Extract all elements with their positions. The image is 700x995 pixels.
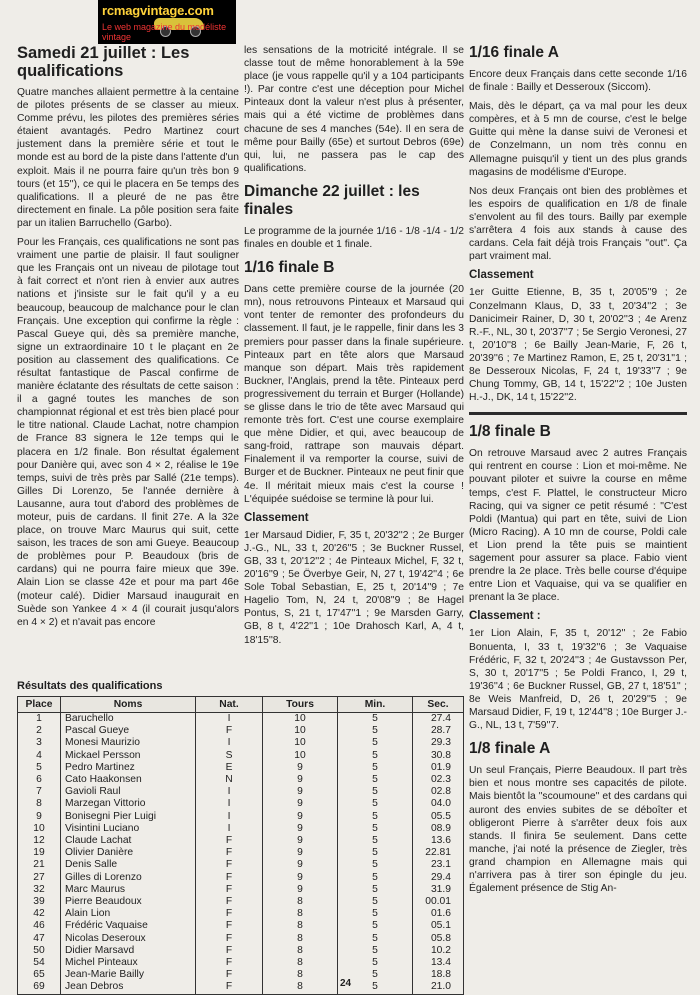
table-cell: 4	[18, 750, 61, 762]
table-cell: 39	[18, 896, 61, 908]
table-cell: 5	[338, 957, 413, 969]
subheading-16-finale-a: 1/16 finale A	[469, 44, 559, 61]
table-cell: 10	[263, 750, 338, 762]
table-cell: 27.4	[413, 713, 464, 726]
results-body	[18, 713, 464, 995]
table-cell: 23.1	[413, 859, 464, 871]
table-cell: 8	[263, 945, 338, 957]
table-row	[18, 737, 464, 749]
table-cell: 6	[18, 774, 61, 786]
table-cell: Marzegan Vittorio	[61, 798, 196, 810]
table-cell: I	[196, 798, 263, 810]
table-cell: 9	[263, 884, 338, 896]
table-cell: 50	[18, 945, 61, 957]
table-cell: 10	[263, 725, 338, 737]
col-header: Min.	[338, 697, 413, 713]
table-cell: Visintini Luciano	[61, 823, 196, 835]
table-cell: N	[196, 774, 263, 786]
paragraph: les sensations de la motricité intégrale. Il se classe tout de même honorablement à la 59e place (je vous rappelle qu'il y a 104 participants !). Par contre c'est une déception pour Michel Pinteaux dont la valeur n'est plus à présenter, mais qui a été victime de problèmes dans chacune de ses 4 manches (54e). Il en sera de même pour Bailly (65e) et surtout Debros (69e) qui, lui, ne passera pas le cap des qualifications.	[244, 45, 464, 174]
table-cell: 04.0	[413, 798, 464, 810]
col-header: Sec.	[413, 697, 464, 713]
table-cell: 5	[338, 750, 413, 762]
paragraph: Pour les Français, ces qualifications ne sont pas vraiment une partie de plaisir. Il faut souligner que les Français ont un niveau de pilotage tout à fait correct et n'ont rien à envier aux autres nations et j'insiste sur le fait qu'il y a eu beaucoup, beaucoup de malchance pour le clan Français. Une exception qui confirme la règle : Pascal Gueye qui, dès sa première manche, signe un extraordinaire 10 t le plaçant en 2e position au classement des qualifications. Ce résultat fantastique de Pascal confirme de manière éclatante des résultats de cette saison : il a gagné toutes les manches de son championnat régional et est très bien placé pour le titre national. Claude Lachat, notre champion de France 83 signera le 12e temps qui le placera en 1/2 finale. Bon résultat également pour Danière qui, avec son 4 × 2, réalise le 19e temps, suivi de très près par Sallé (21e temps). Gilles Di Lorenzo, 5e l'année dernière à Lausanne, aura tout d'abord des problèmes de moteur, puis de cardans. Il finit 27e. A la 32e place, on trouve Marc Maurus qui suit, cette saison, les traces de son ami Gueye. Beaucoup de problèmes pour P. Beaudoux (bris de cardans) qui ne pourra faire mieux que 39e. Alain Lion se classe 42e et pour ma part 46e (moteur calé). Didier Marsaud inaugurait en Suède son Yankee 4 × 4 (il courait jusqu'alors en 4 × 2) et n'avait pas encore	[17, 237, 239, 628]
column-3	[469, 44, 687, 901]
table-cell: F	[196, 872, 263, 884]
table-cell: Cato Haakonsen	[61, 774, 196, 786]
table-row	[18, 847, 464, 859]
table-cell: 5	[338, 933, 413, 945]
table-row	[18, 969, 464, 981]
paragraph: Un seul Français, Pierre Beaudoux. Il part très bien et nous montre ses capacités de pilote. Mais bientôt la "scoumoune" et des cardans qui auront des envies subites de se déboîter et obligeront Pierre à s'arrêter deux fois aux stands. Il finira 5e seulement. Dans cette manche, j'ai noté la présence de Ziegler, très grand champion en Allemagne mais qui n'arrivera pas à tirer son épingle du jeu. Également présence de Stig An-	[469, 765, 687, 895]
table-cell: 9	[263, 774, 338, 786]
table-cell: 3	[18, 737, 61, 749]
table-cell: 5	[338, 908, 413, 920]
table-cell: 9	[18, 811, 61, 823]
table-cell: Marc Maurus	[61, 884, 196, 896]
table-cell: Jean Debros	[61, 981, 196, 994]
table-cell: Baruchello	[61, 713, 196, 726]
table-cell: 8	[263, 969, 338, 981]
table-row	[18, 835, 464, 847]
subheading-8-finale-a: 1/8 finale A	[469, 740, 551, 758]
table-cell: 5	[338, 798, 413, 810]
col-header: Nat.	[196, 697, 263, 713]
table-row	[18, 981, 464, 994]
table-cell: 5	[338, 920, 413, 932]
table-cell: 10	[263, 713, 338, 726]
table-cell: Pascal Gueye	[61, 725, 196, 737]
table-cell: 5	[338, 969, 413, 981]
table-cell: Didier Marsavd	[61, 945, 196, 957]
classement-label: Classement	[469, 269, 534, 282]
table-row	[18, 798, 464, 810]
table-cell: Michel Pinteaux	[61, 957, 196, 969]
paragraph: Nos deux Français ont bien des problèmes et les espoirs de qualification en 1/8 de finale s'envolent au fil des tours. Bailly par exemple s'arrêtera 4 fois aux stands à cause des cardans. Cela fait déjà trois Français "out". Ça part vraiment mal.	[469, 185, 687, 263]
table-row	[18, 920, 464, 932]
table-cell: F	[196, 981, 263, 994]
table-cell: 65	[18, 969, 61, 981]
table-cell: Pierre Beaudoux	[61, 896, 196, 908]
table-cell: 05.1	[413, 920, 464, 932]
table-cell: 10	[263, 737, 338, 749]
table-cell: 31.9	[413, 884, 464, 896]
table-cell: F	[196, 920, 263, 932]
table-row	[18, 725, 464, 737]
table-cell: 5	[338, 872, 413, 884]
table-cell: 42	[18, 908, 61, 920]
table-cell: 13.6	[413, 835, 464, 847]
table-header-row	[18, 697, 464, 713]
table-cell: 32	[18, 884, 61, 896]
table-cell: I	[196, 823, 263, 835]
column-2	[244, 44, 464, 653]
table-cell: Nicolas Deseroux	[61, 933, 196, 945]
table-cell: Gilles di Lorenzo	[61, 872, 196, 884]
table-cell: 27	[18, 872, 61, 884]
table-cell: 8	[263, 920, 338, 932]
table-cell: 5	[338, 884, 413, 896]
table-row	[18, 859, 464, 871]
logo-title: rcmagvintage.com	[102, 3, 214, 18]
table-cell: I	[196, 811, 263, 823]
table-cell: 9	[263, 872, 338, 884]
table-cell: Mickael Persson	[61, 750, 196, 762]
table-cell: 01.6	[413, 908, 464, 920]
page-number: 24	[340, 978, 352, 989]
col-header: Tours	[263, 697, 338, 713]
table-cell: 30.8	[413, 750, 464, 762]
paragraph: Dans cette première course de la journée (20 mn), nous retrouvons Pinteaux et Marsaud qui vont tenter de remonter des profondeurs du classement. Il faut, je le rappelle, finir dans les 3 premiers pour passer dans la finale supérieure. Pinteaux part en tête alors que Marsaud manque son départ. Mais très rapidement Buckner, l'Anglais, prend la tête. Pinteaux perd progressivement du terrain et Burger (Hollande) se glisse dans le trio de tête avec Marsaud qui remonte très fort. C'est une course exemplaire que mène Didier, et qui, avec beaucoup de sang-froid, rattrape son mauvais départ. Finalement il va remporter la course, suivi de Burger et de Buckner. Pinteaux ne peut finir que 4e. Il méritait mieux mais c'est la course ! L'équipée suédoise se termine là pour lui.	[244, 284, 464, 505]
table-cell: Jean-Marie Bailly	[61, 969, 196, 981]
table-cell: F	[196, 725, 263, 737]
table-cell: F	[196, 933, 263, 945]
table-cell: 5	[338, 774, 413, 786]
table-row	[18, 957, 464, 969]
table-cell: 46	[18, 920, 61, 932]
classement-text: 1er Guitte Etienne, B, 35 t, 20'05''9 ; 2e Conzelmann Klaus, D, 33 t, 20'34''2 ; 3e Danicimeir Rainer, D, 30 t, 20'02''3 ; 4e Arenz R.-F., NL, 30 t, 20'37''7 ; 5e Sergio Veronesi, 27 t, 20'10''8 ; 6e Bailly Jean-Marie, F, 26 t, 20'39''6 ; 7e Martinez Ramon, E, 25 t, 20'31''1 ; 8e Desseroux Nicolas, F, 24 t, 19'33''7 ; 9e Chung Tommy, GB, 14 t, 15'22''2 ; 10e Justen H.-J., DK, 14 t, 15'22''2.	[469, 287, 687, 404]
table-cell: 5	[18, 762, 61, 774]
classement-text: 1er Marsaud Didier, F, 35 t, 20'32''2 ; 2e Burger J.-G., NL, 33 t, 20'26''5 ; 3e Buckner Russel, GB, 33 t, 20'12''2 ; 4e Pinteaux Michel, F, 32 t, 20'16''9 ; 5e Överbye Geir, N, 27 t, 19'42''4 ; 6e Sole Tobal Sebastian, E, 25 t, 20'14''9 ; 7e Hagelio Tom, N, 24 t, 20'08''9 ; 8e Hagel Pontus, S, 21 t, 17'47''1 ; 9e Marsden Garry, GB, 8 t, 4'22''1 ; 10e Drahosch Karl, A, 4 t, 18'15''8.	[244, 529, 464, 646]
table-cell: Claude Lachat	[61, 835, 196, 847]
table-cell: 9	[263, 811, 338, 823]
table-cell: 5	[338, 713, 413, 726]
table-cell: 13.4	[413, 957, 464, 969]
col-header: Place	[18, 697, 61, 713]
table-cell: Frédéric Vaquaise	[61, 920, 196, 932]
table-cell: F	[196, 945, 263, 957]
logo-tagline: Le web magazine du modéliste vintage	[102, 22, 227, 42]
results-title: Résultats des qualifications	[17, 680, 163, 692]
table-cell: 9	[263, 786, 338, 798]
table-cell: F	[196, 847, 263, 859]
table-cell: Monesi Maurizio	[61, 737, 196, 749]
table-cell: 2	[18, 725, 61, 737]
table-row	[18, 774, 464, 786]
results-table	[17, 696, 464, 995]
table-row	[18, 908, 464, 920]
table-cell: 8	[263, 957, 338, 969]
section-heading-finales: Dimanche 22 juillet : les finales	[244, 182, 420, 218]
table-cell: 8	[263, 896, 338, 908]
table-cell: 21.0	[413, 981, 464, 994]
subheading-16-finale-b: 1/16 finale B	[244, 259, 335, 277]
table-cell: F	[196, 957, 263, 969]
table-row	[18, 811, 464, 823]
table-row	[18, 933, 464, 945]
table-cell: 9	[263, 823, 338, 835]
table-cell: 8	[263, 933, 338, 945]
table-cell: 47	[18, 933, 61, 945]
table-cell: 7	[18, 786, 61, 798]
subheading-8-finale-b: 1/8 finale B	[469, 423, 551, 441]
table-cell: 22.81	[413, 847, 464, 859]
table-cell: 9	[263, 798, 338, 810]
col-header: Noms	[61, 697, 196, 713]
table-cell: 02.3	[413, 774, 464, 786]
table-cell: 5	[338, 811, 413, 823]
table-cell: 54	[18, 957, 61, 969]
table-cell: 5	[338, 896, 413, 908]
table-cell: Pedro Martinez	[61, 762, 196, 774]
table-row	[18, 762, 464, 774]
divider	[469, 412, 687, 415]
table-cell: 5	[338, 945, 413, 957]
table-cell: 02.8	[413, 786, 464, 798]
table-cell: 00.01	[413, 896, 464, 908]
column-1	[17, 44, 239, 635]
classement-text: 1er Lion Alain, F, 35 t, 20'12'' ; 2e Fabio Bonuenta, I, 33 t, 19'32''6 ; 3e Vaquaise Frédéric, F, 32 t, 20'24''3 ; 4e Gustavsson Per, S, 30 t, 20'17''5 ; 5e Poldi Franco, I, 29 t, 19'36''4 ; 6e Buckner Russel, GB, 27 t, 18'51'' ; 8e Weis Manfreid, D, 26 t, 20'29''5 ; 9e Marsaud Didier, F, 19 t, 12'44''8 ; 10e Burger J.-G., NL, 13 t, 7'59''7.	[469, 628, 687, 732]
table-cell: 5	[338, 859, 413, 871]
table-cell: Olivier Danière	[61, 847, 196, 859]
table-cell: 19	[18, 847, 61, 859]
table-cell: F	[196, 884, 263, 896]
table-cell: Gavioli Raul	[61, 786, 196, 798]
table-row	[18, 750, 464, 762]
table-cell: I	[196, 786, 263, 798]
table-row	[18, 884, 464, 896]
table-cell: F	[196, 835, 263, 847]
table-cell: 8	[263, 981, 338, 994]
table-cell: 5	[338, 823, 413, 835]
table-cell: F	[196, 896, 263, 908]
table-cell: F	[196, 969, 263, 981]
table-cell: 5	[338, 786, 413, 798]
table-cell: Bonisegni Pier Luigi	[61, 811, 196, 823]
table-cell: 5	[338, 737, 413, 749]
paragraph: Encore deux Français dans cette seconde 1/16 de finale : Bailly et Desseroux (Siccom).	[469, 69, 687, 94]
table-cell: F	[196, 908, 263, 920]
table-cell: 9	[263, 835, 338, 847]
table-cell: 5	[338, 847, 413, 859]
table-row	[18, 945, 464, 957]
table-cell: 05.8	[413, 933, 464, 945]
table-cell: F	[196, 859, 263, 871]
table-row	[18, 713, 464, 726]
site-logo	[98, 0, 236, 44]
results-table-block	[17, 680, 464, 995]
table-cell: S	[196, 750, 263, 762]
paragraph: On retrouve Marsaud avec 2 autres Français qui rentrent en course : Lion et moi-même. Ne pouvant piloter et suivre la course en même temps, c'est F. Plattel, le constructeur Micro Racing, qui va signer ce petit résumé : "C'est Poldi (Mantua) qui part en tête, suivi de Lion (Micro Racing). A 10 mn de course, Poldi cale et Lion prend la tête puis se maintient sagement pour assurer sa place. Fabio vient prendre la 2e place. Très belle course d'équipe entre Lion et Vaquaise, qui va se qualifier en prenant la 3e place.	[469, 448, 687, 604]
table-cell: 5	[338, 835, 413, 847]
table-cell: 18.8	[413, 969, 464, 981]
table-cell: 8	[18, 798, 61, 810]
table-row	[18, 823, 464, 835]
table-cell: 9	[263, 859, 338, 871]
table-cell: 01.9	[413, 762, 464, 774]
table-row	[18, 896, 464, 908]
table-cell: 8	[263, 908, 338, 920]
paragraph: Mais, dès le départ, ça va mal pour les deux compères, et à 5 mn de course, c'est le belge Guitte qui mène la danse suivi de Veronesi et de Conzelmann, un nom très connu en Allemagne puisqu'il y tient un des plus grands magasins de modélisme d'Europe.	[469, 101, 687, 178]
paragraph: Quatre manches allaient permettre à la centaine de pilotes présents de se classer au mieux. Comme prévu, les pilotes des premières séries étaient avantagés. Pedro Martinez court justement dans la première série et tout le monde est au bord de la piste dans l'attente d'un exploit. Mais il ne pourra faire qu'un très bon 9 tours (et 15''), ce qui le placera en 5e temps des qualifications. Il a pleuré de ne pas être directement en finale. La pôle position sera faite par un italien Barruchello (Garbo).	[17, 87, 239, 229]
section-heading-qualifications: Samedi 21 juillet : Les qualifications	[17, 44, 190, 80]
table-cell: Alain Lion	[61, 908, 196, 920]
table-cell: 10	[18, 823, 61, 835]
table-cell: 05.5	[413, 811, 464, 823]
table-cell: 29.4	[413, 872, 464, 884]
table-row	[18, 786, 464, 798]
table-cell: 21	[18, 859, 61, 871]
table-cell: 5	[338, 981, 413, 994]
classement-label: Classement :	[469, 610, 541, 623]
table-cell: 10.2	[413, 945, 464, 957]
table-cell: E	[196, 762, 263, 774]
table-row	[18, 872, 464, 884]
table-cell: 9	[263, 847, 338, 859]
table-cell: 69	[18, 981, 61, 994]
table-cell: 1	[18, 713, 61, 726]
table-cell: Denis Salle	[61, 859, 196, 871]
table-cell: 28.7	[413, 725, 464, 737]
table-cell: 08.9	[413, 823, 464, 835]
table-cell: 29.3	[413, 737, 464, 749]
table-cell: I	[196, 713, 263, 726]
table-cell: 9	[263, 762, 338, 774]
paragraph: Le programme de la journée 1/16 - 1/8 -1/4 - 1/2 finales en double et 1 finale.	[244, 225, 464, 251]
table-cell: I	[196, 737, 263, 749]
table-cell: 5	[338, 725, 413, 737]
table-cell: 12	[18, 835, 61, 847]
table-cell: 5	[338, 762, 413, 774]
classement-label: Classement	[244, 511, 309, 524]
